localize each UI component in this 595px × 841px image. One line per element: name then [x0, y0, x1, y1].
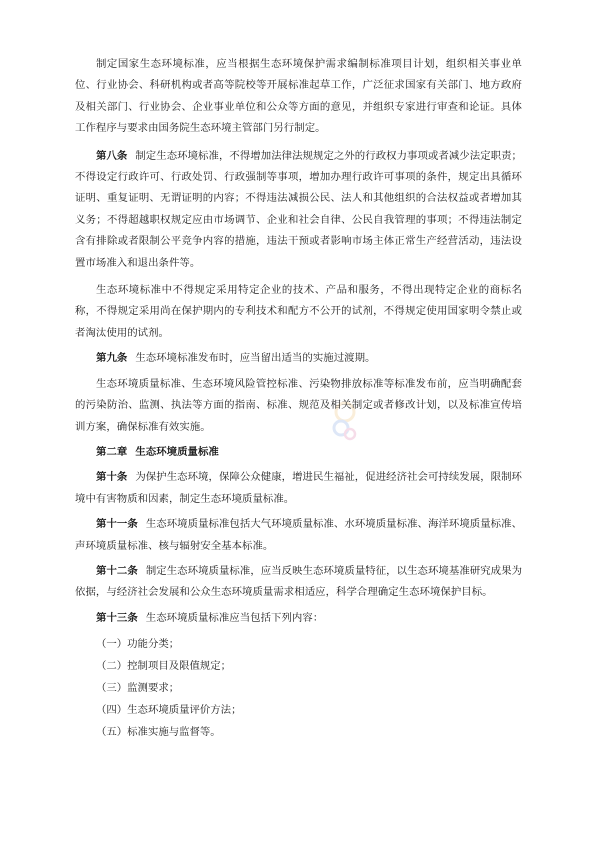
list-item: （五）标准实施与监督等。 — [96, 726, 221, 739]
list-item: （四）生态环境质量评价方法； — [96, 704, 242, 717]
article-text: 生态环境标准发布时，应当留出适当的实施过渡期。 — [135, 352, 376, 365]
article-text: 为保护生态环境，保障公众健康，增进民生福祉，促进经济社会可持续发展，限制环境中有害物质和因素，制定生态环境质量标准。 — [75, 471, 522, 505]
article-text: 制定生态环境标准，不得增加法律法规规定之外的行政权力事项或者减少法定职责；不得设定行政许可、行政处罚、行政强制等事项，增加办理行政许可事项的条件，规定出具循环证明、重复证明、无谓证明的内容；不得违法减损公民、法人和其他组织的合法权益或者增加其义务；不得超越职权规定应由市场调节、企业和社会自律、公民自我管理的事项；不得违法制定含有排除或者限制公平竞争内容的措施，违法干预或者影响市场主体正常生产经营活动，违法设置市场准入和退出条件等。 — [75, 149, 522, 269]
chapter-title: 生态环境质量标准 — [135, 445, 219, 458]
article-text: 生态环境质量标准应当包括下列内容： — [145, 611, 324, 624]
article-10 — [75, 467, 522, 510]
chapter-number: 第二章 — [96, 445, 128, 458]
article-number: 第八条 — [96, 149, 128, 162]
document-page — [75, 54, 522, 743]
list-item: （三）监测要求； — [96, 682, 180, 695]
paragraph-text: 生态环境标准中不得规定采用特定企业的技术、产品和服务，不得出现特定企业的商标名称，不得规定采用尚在保护期内的专利技术和配方不公开的试剂，不得规定使用国家明令禁止或者淘汰使用的试剂。 — [75, 284, 522, 339]
article-number: 第十二条 — [96, 564, 138, 577]
list-item: （一）功能分类； — [96, 638, 180, 651]
article-9 — [75, 348, 522, 369]
article-number: 第九条 — [96, 352, 128, 365]
article-text: 生态环境质量标准包括大气环境质量标准、水环境质量标准、海洋环境质量标准、声环境质量标准、核与辐射安全基本标准。 — [75, 518, 523, 552]
article-8 — [75, 146, 522, 274]
paragraph-intro — [75, 54, 522, 140]
chapter-heading — [75, 442, 522, 463]
article-11 — [75, 514, 522, 557]
paragraph-text: 生态环境质量标准、生态环境风险管控标准、污染物排放标准等标准发布前，应当明确配套的污染防治、监测、执法等方面的指南、标准、规范及相关制定或者修改计划，以及标准宣传培训方案，确保标准有效实施。 — [75, 377, 522, 433]
paragraph-article-9-continued — [75, 374, 522, 438]
article-12 — [75, 561, 522, 604]
paragraph-article-8-continued — [75, 280, 522, 344]
article-text: 制定生态环境质量标准，应当反映生态环境质量特征，以生态环境基准研究成果为依据，与经济社会发展和公众生态环境质量需求相适应，科学合理确定生态环境保护目标。 — [75, 564, 523, 599]
article-number: 第十三条 — [96, 611, 138, 624]
list-item: （二）控制项目及限值规定； — [96, 660, 232, 673]
article-13 — [75, 608, 522, 629]
paragraph-text: 制定国家生态环境标准，应当根据生态环境保护需求编制标准项目计划，组织相关事业单位、行业协会、科研机构或者高等院校等开展标准起草工作，广泛征求国家有关部门、地方政府及相关部门、行业协会、企业事业单位和公众等方面的意见，并组织专家进行审查和论证。具体工作程序与要求由国务院生态环境主管部门另行制定。 — [75, 58, 522, 135]
article-number: 第十条 — [96, 471, 128, 484]
article-number: 第十一条 — [96, 518, 138, 531]
